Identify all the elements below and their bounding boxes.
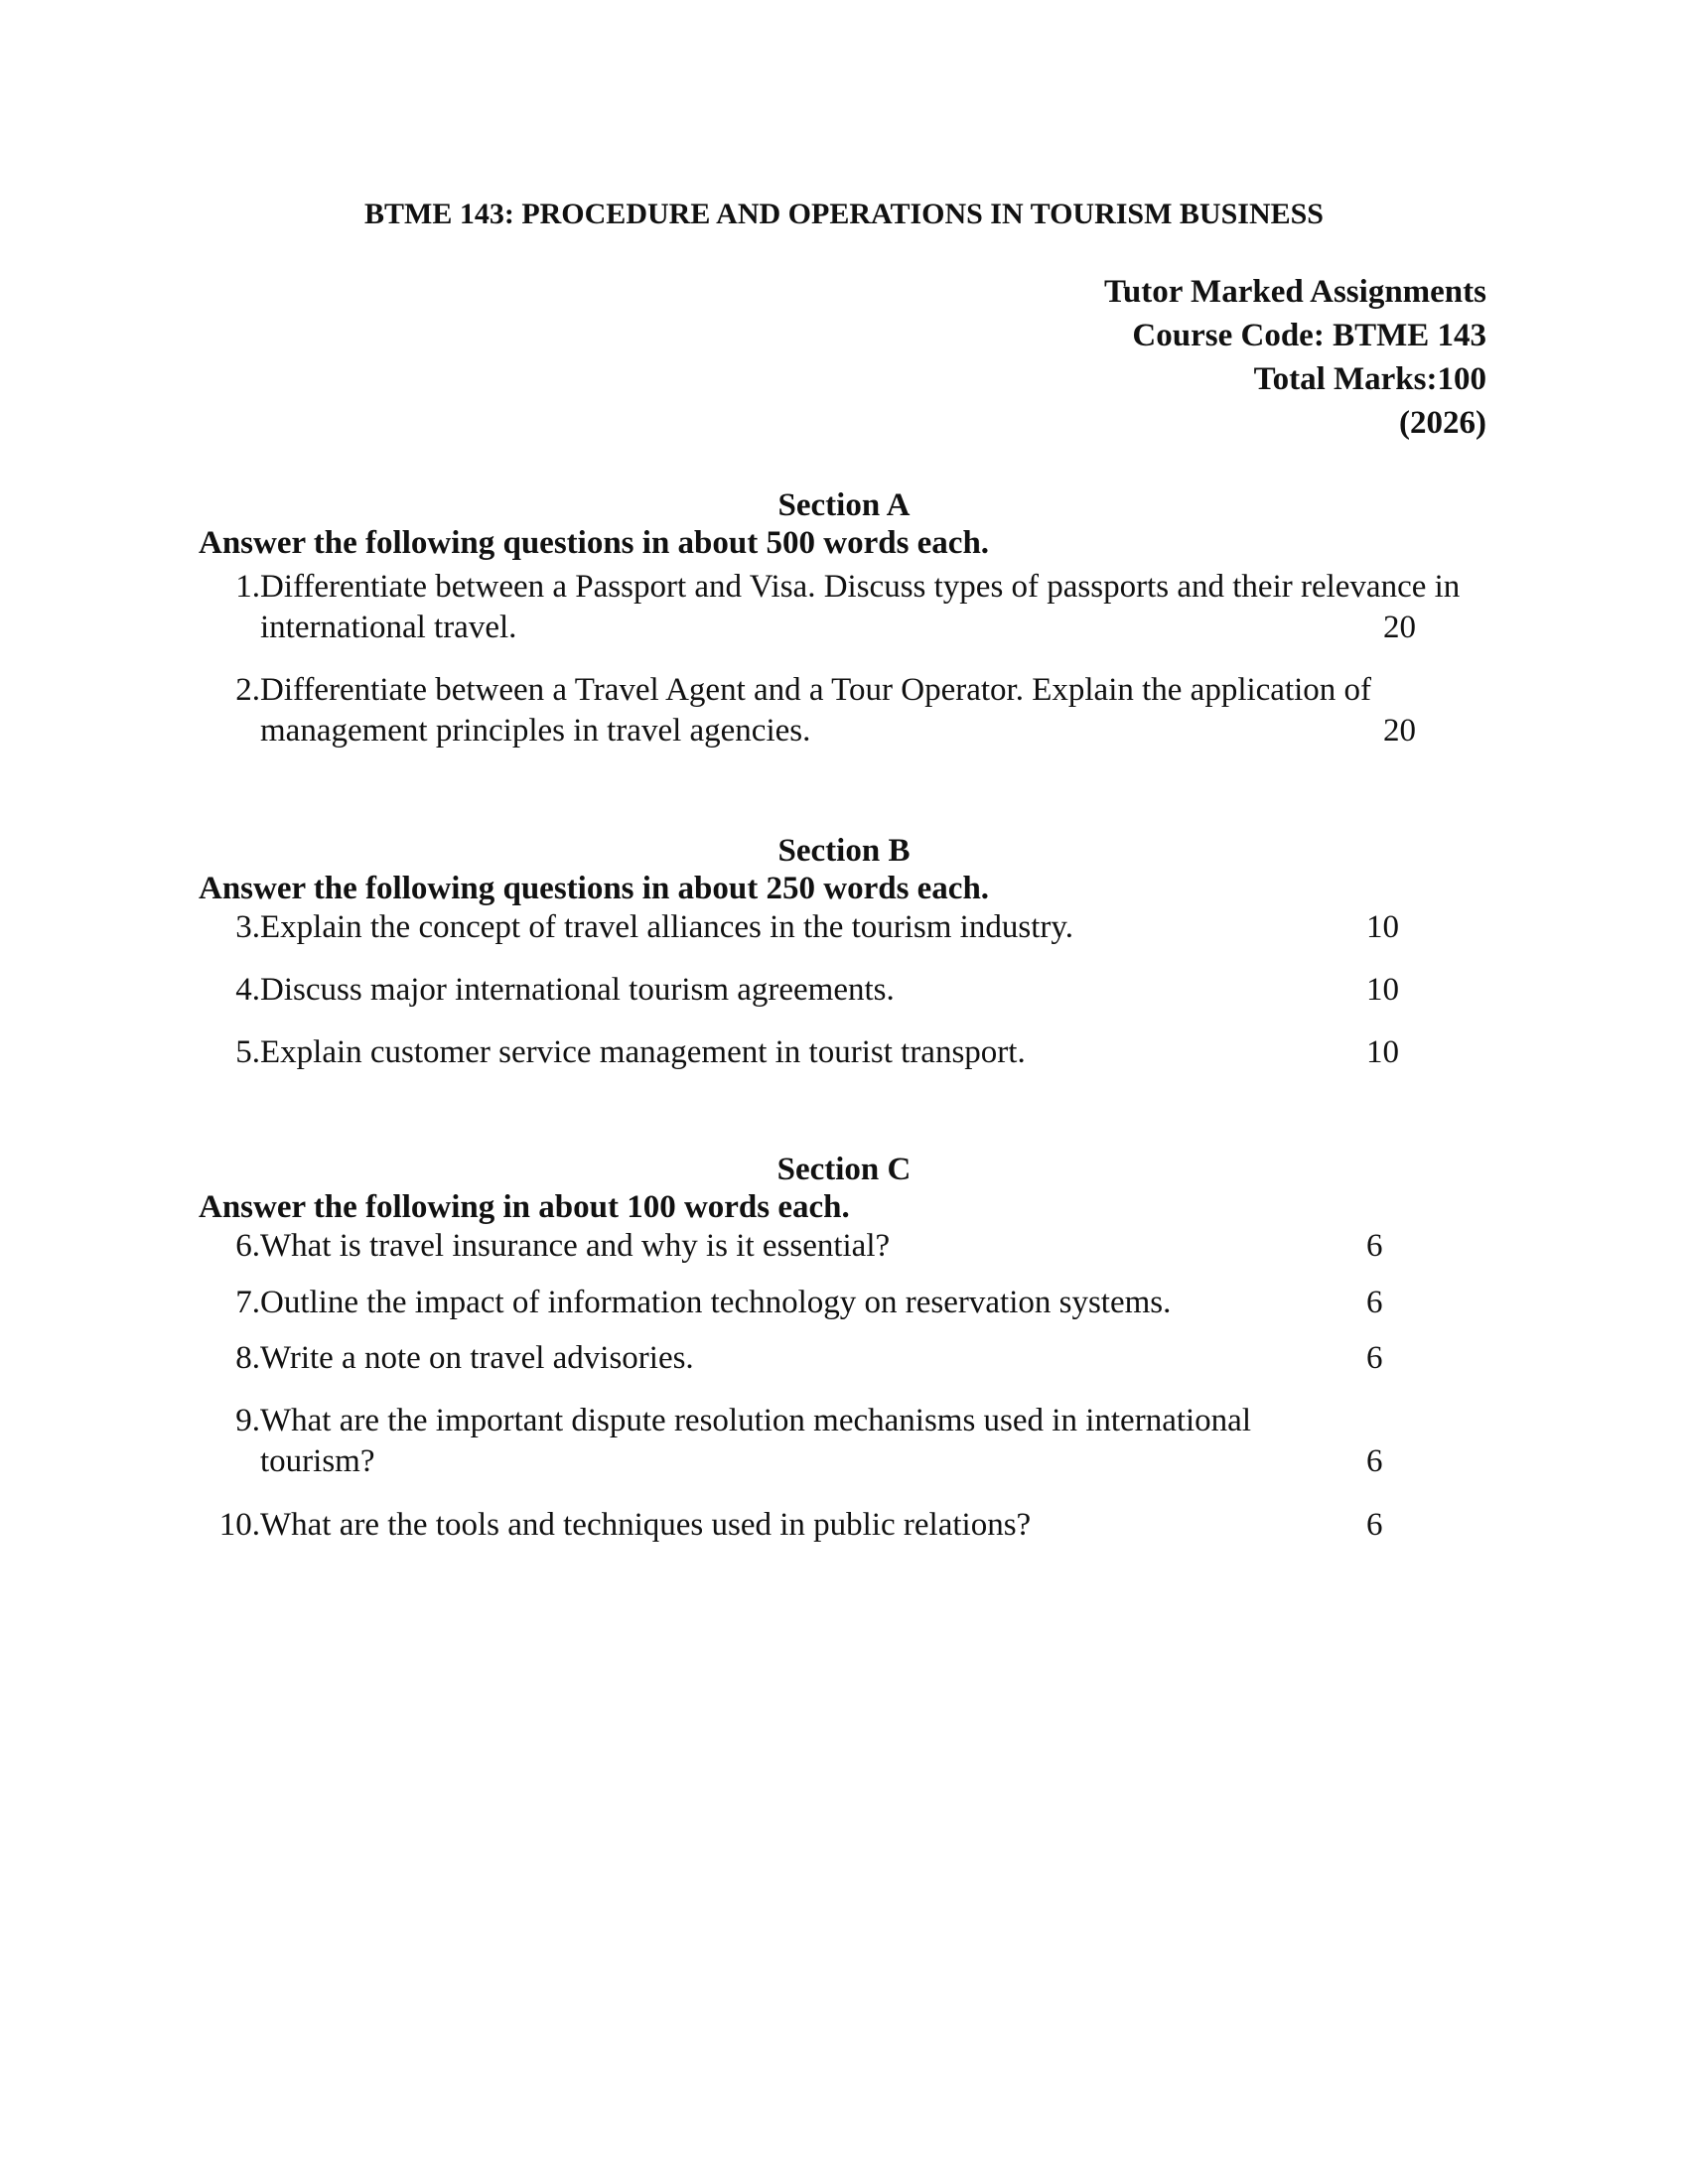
question-marks: 10 xyxy=(1366,909,1399,945)
question-number: 8. xyxy=(235,1340,260,1376)
document-title: BTME 143: PROCEDURE AND OPERATIONS IN TOURISM BUSINESS xyxy=(363,198,1324,230)
question-text xyxy=(260,670,1371,751)
question-text xyxy=(260,1283,1171,1323)
section-b-instruction: Answer the following questions in about 250 words each. xyxy=(199,871,990,906)
question-text xyxy=(260,1505,1031,1546)
question-marks: 6 xyxy=(1366,1228,1383,1264)
question-marks: 20 xyxy=(1383,610,1416,645)
assignment-type: Tutor Marked Assignments xyxy=(1103,274,1486,310)
total-marks: Total Marks:100 xyxy=(1253,361,1486,397)
section-c-heading: Section C xyxy=(776,1152,912,1187)
course-code: Course Code: BTME 143 xyxy=(1132,318,1486,353)
question-number: 4. xyxy=(235,972,260,1008)
question-line: What are the tools and techniques used in public relations? xyxy=(260,1507,1032,1543)
question-marks: 6 xyxy=(1366,1340,1383,1376)
question-marks: 6 xyxy=(1366,1443,1383,1479)
question-number: 10. xyxy=(218,1507,260,1543)
question-number: 6. xyxy=(235,1228,260,1264)
question-text xyxy=(260,970,895,1011)
question-number: 1. xyxy=(235,569,260,605)
question-line: management principles in travel agencies. xyxy=(260,713,811,749)
question-line: Explain the concept of travel alliances in the tourism industry. xyxy=(260,909,1073,945)
question-text xyxy=(260,1338,694,1379)
question-marks: 6 xyxy=(1366,1285,1383,1320)
question-line: tourism? xyxy=(260,1443,375,1479)
question-number: 7. xyxy=(235,1285,260,1320)
question-marks: 6 xyxy=(1366,1507,1383,1543)
section-a-instruction: Answer the following questions in about 500 words each. xyxy=(199,525,990,561)
section-c-instruction: Answer the following in about 100 words each. xyxy=(199,1189,850,1225)
question-number: 9. xyxy=(235,1403,260,1438)
question-marks: 10 xyxy=(1366,972,1399,1008)
question-text xyxy=(260,1226,890,1267)
question-marks: 20 xyxy=(1383,713,1416,749)
question-number: 2. xyxy=(235,672,260,708)
question-line: Outline the impact of information technology on reservation systems. xyxy=(260,1285,1172,1320)
question-line: What is travel insurance and why is it essential? xyxy=(260,1228,891,1264)
section-a-heading: Section A xyxy=(777,487,911,523)
section-b-heading: Section B xyxy=(777,833,911,869)
question-number: 5. xyxy=(235,1034,260,1070)
question-line: Write a note on travel advisories. xyxy=(260,1340,694,1376)
question-line: Discuss major international tourism agreements. xyxy=(260,972,895,1008)
question-number: 3. xyxy=(235,909,260,945)
question-line: international travel. xyxy=(260,610,517,645)
question-line: Explain customer service management in tourist transport. xyxy=(260,1034,1026,1070)
question-line: What are the important dispute resolution mechanisms used in international xyxy=(260,1403,1251,1438)
assignment-year: (2026) xyxy=(1399,405,1486,441)
question-text xyxy=(260,907,1073,948)
question-line: Differentiate between a Travel Agent and a Tour Operator. Explain the application of xyxy=(260,672,1372,708)
question-line: Differentiate between a Passport and Visa. Discuss types of passports and their relevance in xyxy=(260,569,1461,605)
question-text xyxy=(260,1401,1251,1482)
question-text xyxy=(260,1032,1026,1073)
question-text xyxy=(260,567,1460,648)
question-marks: 10 xyxy=(1366,1034,1399,1070)
